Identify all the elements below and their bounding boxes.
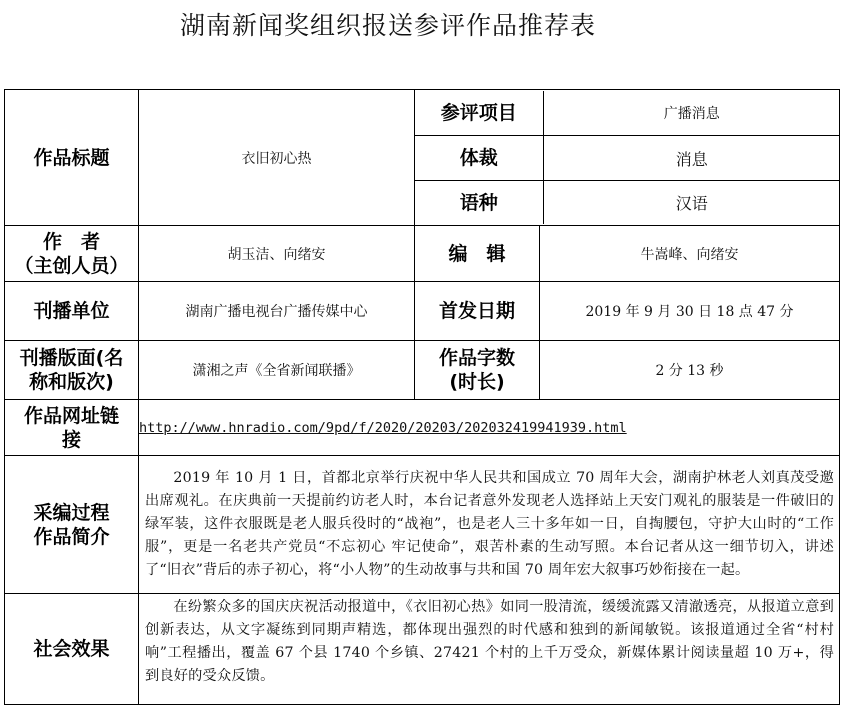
editor-label: 编 辑	[415, 226, 540, 282]
link-label-line1: 作品网址链	[23, 404, 119, 427]
link-label-line2: 接	[61, 428, 81, 451]
recommendation-form-table	[4, 89, 840, 705]
category-row	[415, 91, 840, 136]
edition-label-line1: 刊播版面(名	[19, 347, 124, 369]
category-value: 广播消息	[543, 91, 840, 136]
summary-cell	[139, 456, 840, 594]
length-label-line2: (时长)	[449, 371, 505, 393]
length-label-line1: 作品字数	[438, 347, 515, 369]
edition-value: 潇湘之声《全省新闻联播》	[139, 341, 415, 400]
work-url-link[interactable]: http://www.hnradio.com/9pd/f/2020/20203/202032419941939.html	[139, 400, 840, 456]
work-title-row	[5, 90, 840, 226]
summary-text: 2019 年 10 月 1 日，首都北京举行庆祝中华人民共和国成立 70 周年大会，湖南护林老人刘真茂受邀出席观礼。在庆典前一天提前约访老人时，本台记者意外发现老人选择站上天安门观礼的服装是一件破旧的绿军装，这件衣服既是老人服兵役时的“战袍”，也是老人三十多年如一日，自掏腰包，守护大山时的“工作服”，更是一名老共产党员“不忘初心 牢记使命”，艰苦朴素的生动写照。本台记者从这一细节切入，讲述了“旧衣”背后的赤子初心，将“小人物”的生动故事与共和国 70 周年宏大叙事巧妙衔接在一起。	[145, 470, 834, 578]
length-value: 2 分 13 秒	[540, 341, 840, 400]
genre-row	[415, 136, 840, 181]
editor-value: 牛嵩峰、向绪安	[540, 226, 840, 282]
work-title-value: 衣旧初心热	[139, 90, 415, 226]
publisher-label: 刊播单位	[5, 282, 139, 341]
genre-label: 体裁	[415, 136, 543, 181]
work-title-label: 作品标题	[5, 90, 139, 226]
language-value: 汉语	[543, 181, 840, 225]
length-label	[415, 341, 540, 400]
work-meta-cell	[415, 90, 840, 226]
author-value: 胡玉洁、向绪安	[139, 226, 415, 282]
first-date-value: 2019 年 9 月 30 日 18 点 47 分	[540, 282, 840, 341]
link-row	[5, 400, 840, 456]
author-row	[5, 226, 840, 282]
effect-cell	[139, 594, 840, 705]
first-date-label: 首发日期	[415, 282, 540, 341]
language-label: 语种	[415, 181, 543, 225]
effect-text: 在纷繁众多的国庆庆祝活动报道中，《衣旧初心热》如同一股清流，缓缓流露又清澈透亮，从报道立意到创新表达，从文字凝练到同期声精选，都体现出强烈的时代感和独到的新闻敏锐。该报道通过全省“村村响”工程播出，覆盖 67 个县 1740 个乡镇、27421 个村的上千万受众，新媒体累计阅读量超 10 万+，得到良好的受众反馈。	[145, 599, 834, 684]
language-row	[415, 181, 840, 225]
publisher-value: 湖南广播电视台广播传媒中心	[139, 282, 415, 341]
genre-value: 消息	[543, 136, 840, 181]
work-meta-table	[415, 91, 840, 224]
summary-label	[5, 456, 139, 594]
author-label	[5, 226, 139, 282]
form-title: 湖南新闻奖组织报送参评作品推荐表	[179, 11, 596, 40]
edition-label-line2: 称和版次)	[29, 371, 114, 393]
link-label	[5, 400, 139, 456]
category-label: 参评项目	[415, 91, 543, 136]
edition-label	[5, 341, 139, 400]
effect-row	[5, 594, 840, 705]
author-label-line2: （主创人员）	[14, 254, 129, 277]
publisher-row	[5, 282, 840, 341]
summary-label-line1: 采编过程	[33, 501, 110, 524]
summary-label-line2: 作品简介	[33, 525, 110, 548]
author-label-line1: 作 者	[42, 230, 100, 253]
summary-row	[5, 456, 840, 594]
edition-row	[5, 341, 840, 400]
effect-label: 社会效果	[5, 594, 139, 705]
